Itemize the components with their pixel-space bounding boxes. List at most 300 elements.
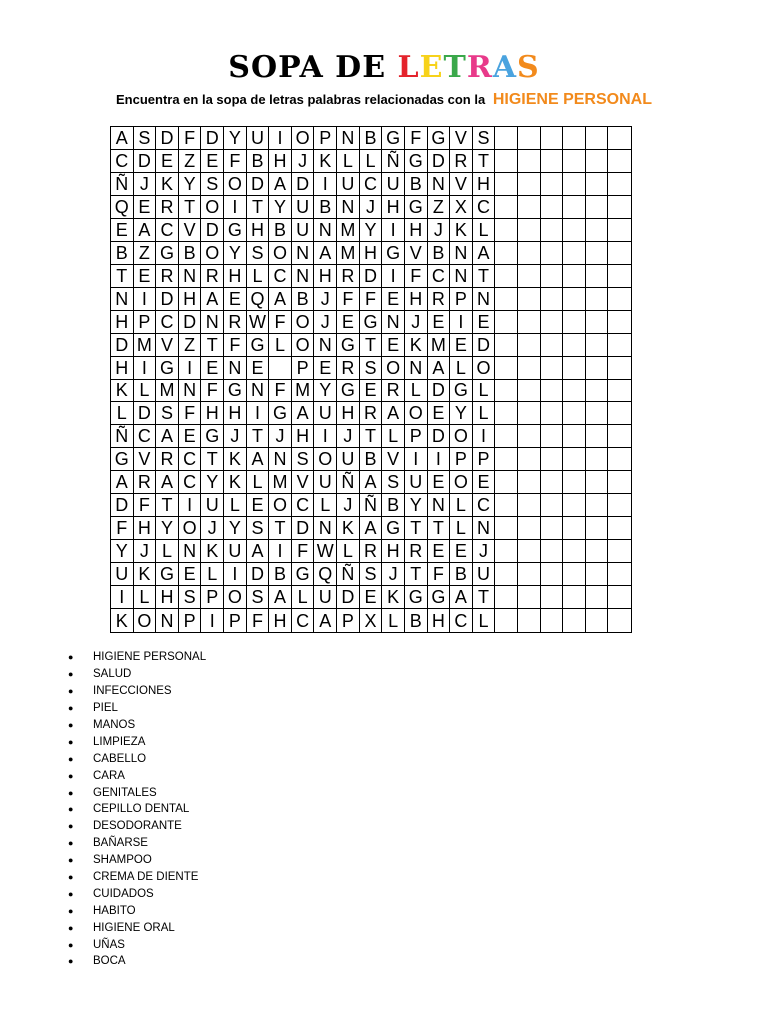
grid-cell: E bbox=[450, 540, 473, 563]
grid-cell: U bbox=[292, 196, 315, 219]
grid-cell: N bbox=[337, 196, 360, 219]
grid-cell: A bbox=[156, 425, 179, 448]
grid-cell: D bbox=[247, 563, 270, 586]
grid-cell: C bbox=[450, 609, 473, 632]
grid-cell bbox=[608, 242, 631, 265]
grid-cell: P bbox=[473, 448, 496, 471]
grid-cell: L bbox=[337, 540, 360, 563]
grid-cell: C bbox=[269, 265, 292, 288]
grid-cell bbox=[586, 609, 609, 632]
grid-cell: D bbox=[292, 517, 315, 540]
grid-cell: Y bbox=[405, 494, 428, 517]
grid-cell bbox=[541, 380, 564, 403]
grid-cell: I bbox=[179, 494, 202, 517]
grid-cell bbox=[495, 357, 518, 380]
grid-cell: D bbox=[428, 150, 451, 173]
grid-cell: C bbox=[179, 448, 202, 471]
grid-cell: Ñ bbox=[360, 494, 383, 517]
grid-cell: L bbox=[134, 380, 157, 403]
grid-cell: V bbox=[156, 334, 179, 357]
grid-cell bbox=[608, 150, 631, 173]
grid-cell bbox=[608, 380, 631, 403]
grid-cell bbox=[541, 563, 564, 586]
grid-cell bbox=[608, 494, 631, 517]
grid-cell: A bbox=[201, 288, 224, 311]
grid-cell bbox=[518, 150, 541, 173]
grid-cell: J bbox=[292, 150, 315, 173]
grid-cell: S bbox=[156, 402, 179, 425]
grid-cell: V bbox=[450, 127, 473, 150]
grid-cell: R bbox=[224, 311, 247, 334]
grid-cell bbox=[586, 517, 609, 540]
grid-cell bbox=[495, 311, 518, 334]
grid-cell: H bbox=[360, 242, 383, 265]
grid-cell: U bbox=[314, 586, 337, 609]
grid-cell: I bbox=[314, 173, 337, 196]
grid-cell: S bbox=[473, 127, 496, 150]
grid-cell bbox=[495, 540, 518, 563]
bullet-icon: ● bbox=[68, 703, 74, 714]
grid-cell: D bbox=[247, 173, 270, 196]
grid-cell: E bbox=[360, 380, 383, 403]
grid-cell: H bbox=[134, 517, 157, 540]
grid-cell: D bbox=[111, 334, 134, 357]
grid-cell: U bbox=[247, 127, 270, 150]
grid-cell: P bbox=[179, 609, 202, 632]
grid-cell: U bbox=[111, 563, 134, 586]
grid-cell bbox=[586, 380, 609, 403]
grid-cell: A bbox=[292, 402, 315, 425]
grid-cell: K bbox=[201, 540, 224, 563]
grid-cell: Y bbox=[224, 127, 247, 150]
grid-cell: T bbox=[360, 334, 383, 357]
grid-cell bbox=[608, 586, 631, 609]
grid-cell: E bbox=[156, 150, 179, 173]
grid-cell: R bbox=[428, 288, 451, 311]
list-item-label: LIMPIEZA bbox=[93, 735, 146, 748]
bullet-icon: ● bbox=[68, 922, 74, 933]
grid-cell: T bbox=[269, 517, 292, 540]
grid-cell bbox=[495, 219, 518, 242]
grid-cell: M bbox=[134, 334, 157, 357]
grid-cell: C bbox=[428, 265, 451, 288]
grid-cell bbox=[608, 288, 631, 311]
grid-cell: S bbox=[134, 127, 157, 150]
grid-cell: L bbox=[111, 402, 134, 425]
grid-cell bbox=[563, 150, 586, 173]
grid-cell: U bbox=[292, 219, 315, 242]
grid-cell: O bbox=[382, 357, 405, 380]
grid-cell: O bbox=[269, 242, 292, 265]
grid-cell: E bbox=[428, 402, 451, 425]
grid-cell bbox=[495, 196, 518, 219]
grid-cell bbox=[563, 219, 586, 242]
grid-cell bbox=[608, 517, 631, 540]
grid-cell: F bbox=[428, 563, 451, 586]
grid-cell bbox=[586, 540, 609, 563]
grid-cell bbox=[586, 288, 609, 311]
grid-cell: G bbox=[360, 311, 383, 334]
grid-cell: I bbox=[179, 357, 202, 380]
grid-cell: L bbox=[134, 586, 157, 609]
grid-cell: Y bbox=[156, 517, 179, 540]
grid-cell: E bbox=[360, 586, 383, 609]
grid-cell: F bbox=[224, 150, 247, 173]
grid-cell: U bbox=[314, 402, 337, 425]
grid-cell: D bbox=[111, 494, 134, 517]
grid-cell: I bbox=[201, 609, 224, 632]
grid-cell: E bbox=[224, 288, 247, 311]
grid-cell: H bbox=[247, 219, 270, 242]
list-item-label: CABELLO bbox=[93, 752, 147, 765]
grid-cell: R bbox=[450, 150, 473, 173]
grid-cell bbox=[608, 357, 631, 380]
grid-cell: T bbox=[405, 517, 428, 540]
list-item-label: CREMA DE DIENTE bbox=[93, 871, 199, 884]
grid-cell: J bbox=[134, 173, 157, 196]
grid-cell: E bbox=[111, 219, 134, 242]
grid-cell: S bbox=[247, 242, 270, 265]
grid-cell: A bbox=[156, 471, 179, 494]
grid-cell: E bbox=[314, 357, 337, 380]
grid-cell: N bbox=[314, 517, 337, 540]
grid-cell: L bbox=[269, 334, 292, 357]
page-title bbox=[0, 50, 768, 85]
grid-cell bbox=[563, 448, 586, 471]
grid-cell bbox=[495, 494, 518, 517]
grid-cell: E bbox=[428, 311, 451, 334]
grid-cell bbox=[608, 563, 631, 586]
grid-cell bbox=[563, 242, 586, 265]
grid-cell: F bbox=[134, 494, 157, 517]
list-item-label: CUIDADOS bbox=[93, 887, 154, 900]
grid-cell: I bbox=[269, 127, 292, 150]
list-item bbox=[68, 801, 206, 818]
grid-cell: H bbox=[156, 586, 179, 609]
grid-cell: M bbox=[269, 471, 292, 494]
grid-cell: O bbox=[292, 127, 315, 150]
list-item bbox=[68, 902, 206, 919]
grid-cell bbox=[518, 242, 541, 265]
list-item bbox=[68, 700, 206, 717]
bullet-icon: ● bbox=[68, 720, 74, 730]
list-item bbox=[68, 784, 206, 801]
grid-cell: O bbox=[179, 517, 202, 540]
grid-cell bbox=[563, 609, 586, 632]
grid-cell: L bbox=[473, 402, 496, 425]
grid-cell: I bbox=[269, 540, 292, 563]
grid-cell: G bbox=[428, 586, 451, 609]
grid-cell bbox=[518, 471, 541, 494]
grid-cell: O bbox=[450, 425, 473, 448]
grid-cell: T bbox=[179, 196, 202, 219]
list-item-label: HIGIENE ORAL bbox=[93, 921, 175, 934]
grid-cell: H bbox=[292, 425, 315, 448]
grid-cell: E bbox=[179, 425, 202, 448]
grid-cell bbox=[586, 494, 609, 517]
grid-cell: K bbox=[450, 219, 473, 242]
grid-cell: V bbox=[134, 448, 157, 471]
grid-cell: E bbox=[382, 288, 405, 311]
grid-cell: P bbox=[224, 609, 247, 632]
grid-cell bbox=[608, 311, 631, 334]
grid-cell: A bbox=[247, 448, 270, 471]
title-accent bbox=[398, 50, 540, 85]
grid-cell bbox=[586, 311, 609, 334]
title-accent-letter: L bbox=[397, 50, 420, 85]
grid-cell: L bbox=[450, 494, 473, 517]
grid-cell: F bbox=[337, 288, 360, 311]
grid-cell: E bbox=[247, 357, 270, 380]
grid-cell: R bbox=[360, 540, 383, 563]
grid-cell: J bbox=[134, 540, 157, 563]
grid-cell bbox=[586, 563, 609, 586]
grid-cell: A bbox=[269, 173, 292, 196]
title-accent-letter: R bbox=[466, 50, 493, 85]
grid-cell: G bbox=[156, 563, 179, 586]
grid-cell: G bbox=[337, 380, 360, 403]
grid-cell bbox=[563, 357, 586, 380]
grid-cell bbox=[563, 196, 586, 219]
grid-cell: J bbox=[360, 196, 383, 219]
list-item bbox=[68, 885, 206, 902]
grid-cell: W bbox=[247, 311, 270, 334]
grid-cell bbox=[586, 425, 609, 448]
grid-cell: F bbox=[179, 402, 202, 425]
grid-cell: G bbox=[450, 380, 473, 403]
grid-cell: P bbox=[405, 425, 428, 448]
grid-cell bbox=[541, 173, 564, 196]
grid-cell: F bbox=[224, 334, 247, 357]
grid-cell: S bbox=[292, 448, 315, 471]
grid-cell bbox=[586, 127, 609, 150]
grid-cell bbox=[563, 494, 586, 517]
grid-cell: H bbox=[314, 265, 337, 288]
grid-cell: E bbox=[247, 494, 270, 517]
grid-cell: L bbox=[292, 586, 315, 609]
grid-cell: B bbox=[247, 150, 270, 173]
grid-cell: K bbox=[337, 517, 360, 540]
grid-cell: E bbox=[382, 334, 405, 357]
bullet-icon: ● bbox=[68, 888, 74, 899]
grid-cell: E bbox=[428, 540, 451, 563]
grid-cell: I bbox=[134, 288, 157, 311]
grid-cell bbox=[586, 357, 609, 380]
bullet-icon: ● bbox=[68, 855, 74, 866]
word-list bbox=[68, 649, 206, 970]
grid-cell: S bbox=[179, 586, 202, 609]
grid-cell bbox=[518, 586, 541, 609]
grid-cell: A bbox=[314, 609, 337, 632]
grid-cell: J bbox=[428, 219, 451, 242]
list-item-label: SHAMPOO bbox=[93, 854, 152, 867]
grid-cell bbox=[541, 609, 564, 632]
grid-cell bbox=[541, 127, 564, 150]
grid-cell: Ñ bbox=[111, 173, 134, 196]
grid-cell: R bbox=[337, 265, 360, 288]
grid-cell: P bbox=[450, 288, 473, 311]
grid-cell: P bbox=[450, 448, 473, 471]
grid-cell: D bbox=[134, 402, 157, 425]
grid-cell: G bbox=[292, 563, 315, 586]
grid-cell: O bbox=[405, 402, 428, 425]
grid-cell: B bbox=[360, 127, 383, 150]
grid-cell bbox=[518, 334, 541, 357]
grid-cell bbox=[586, 173, 609, 196]
bullet-icon: ● bbox=[68, 753, 74, 764]
grid-cell bbox=[495, 150, 518, 173]
grid-cell: P bbox=[314, 127, 337, 150]
grid-cell: L bbox=[247, 471, 270, 494]
grid-cell bbox=[608, 402, 631, 425]
grid-cell: H bbox=[382, 196, 405, 219]
grid-cell: O bbox=[201, 242, 224, 265]
grid-cell: F bbox=[405, 127, 428, 150]
grid-cell bbox=[518, 563, 541, 586]
grid-cell: T bbox=[360, 425, 383, 448]
grid-cell: K bbox=[314, 150, 337, 173]
grid-cell: B bbox=[382, 494, 405, 517]
grid-cell: T bbox=[473, 586, 496, 609]
grid-cell: Ñ bbox=[111, 425, 134, 448]
grid-cell: S bbox=[201, 173, 224, 196]
grid-cell: I bbox=[224, 563, 247, 586]
grid-cell bbox=[541, 402, 564, 425]
grid-cell: N bbox=[473, 517, 496, 540]
grid-cell: A bbox=[428, 357, 451, 380]
grid-cell: V bbox=[179, 219, 202, 242]
grid-cell: R bbox=[156, 448, 179, 471]
bullet-icon: ● bbox=[68, 770, 74, 781]
grid-cell bbox=[518, 196, 541, 219]
list-item bbox=[68, 818, 206, 835]
grid-cell: G bbox=[269, 402, 292, 425]
list-item bbox=[68, 835, 206, 852]
grid-cell: Y bbox=[111, 540, 134, 563]
grid-cell: E bbox=[201, 150, 224, 173]
grid-cell: Y bbox=[224, 517, 247, 540]
list-item-label: UÑAS bbox=[93, 938, 125, 951]
bullet-icon: ● bbox=[68, 838, 74, 849]
grid-cell: E bbox=[450, 334, 473, 357]
grid-cell: D bbox=[201, 127, 224, 150]
grid-cell: N bbox=[179, 540, 202, 563]
grid-cell bbox=[586, 402, 609, 425]
grid-cell: T bbox=[247, 196, 270, 219]
grid-cell: N bbox=[337, 127, 360, 150]
grid-cell bbox=[563, 288, 586, 311]
grid-cell bbox=[518, 311, 541, 334]
grid-cell bbox=[495, 609, 518, 632]
title-accent-letter: T bbox=[443, 50, 467, 85]
grid-cell: L bbox=[201, 563, 224, 586]
grid-cell: C bbox=[292, 609, 315, 632]
grid-cell: A bbox=[450, 586, 473, 609]
grid-cell: D bbox=[473, 334, 496, 357]
list-item-label: CEPILLO DENTAL bbox=[93, 803, 190, 816]
grid-cell: I bbox=[247, 402, 270, 425]
grid-cell bbox=[563, 540, 586, 563]
grid-cell: H bbox=[269, 150, 292, 173]
grid-cell bbox=[563, 563, 586, 586]
grid-cell: K bbox=[224, 448, 247, 471]
grid-cell: C bbox=[473, 494, 496, 517]
bullet-icon: ● bbox=[68, 872, 74, 883]
list-item bbox=[68, 919, 206, 936]
grid-cell: O bbox=[134, 609, 157, 632]
grid-cell: N bbox=[179, 265, 202, 288]
grid-cell: X bbox=[450, 196, 473, 219]
grid-cell: P bbox=[337, 609, 360, 632]
grid-cell: F bbox=[247, 609, 270, 632]
grid-cell: A bbox=[314, 242, 337, 265]
grid-cell: V bbox=[405, 242, 428, 265]
grid-cell bbox=[586, 196, 609, 219]
grid-cell: A bbox=[360, 471, 383, 494]
grid-cell: C bbox=[111, 150, 134, 173]
grid-cell: I bbox=[428, 448, 451, 471]
grid-cell bbox=[541, 196, 564, 219]
grid-cell: K bbox=[382, 586, 405, 609]
grid-cell: F bbox=[179, 127, 202, 150]
title-main: SOPA DE bbox=[228, 50, 387, 85]
grid-cell: D bbox=[337, 586, 360, 609]
grid-cell: A bbox=[134, 219, 157, 242]
grid-cell bbox=[586, 471, 609, 494]
grid-cell: E bbox=[201, 357, 224, 380]
grid-cell: Y bbox=[179, 173, 202, 196]
grid-cell: L bbox=[337, 150, 360, 173]
grid-cell: Q bbox=[111, 196, 134, 219]
grid-cell: R bbox=[337, 357, 360, 380]
grid-cell bbox=[495, 563, 518, 586]
grid-cell: C bbox=[473, 196, 496, 219]
grid-cell: M bbox=[156, 380, 179, 403]
grid-cell: X bbox=[360, 609, 383, 632]
list-item-label: BOCA bbox=[93, 955, 126, 968]
grid-cell bbox=[518, 425, 541, 448]
grid-cell bbox=[495, 517, 518, 540]
grid-cell bbox=[608, 127, 631, 150]
grid-cell: E bbox=[134, 196, 157, 219]
grid-cell: D bbox=[360, 265, 383, 288]
grid-cell bbox=[563, 334, 586, 357]
grid-cell bbox=[495, 127, 518, 150]
grid-cell: R bbox=[156, 265, 179, 288]
grid-cell: L bbox=[450, 357, 473, 380]
grid-cell bbox=[518, 517, 541, 540]
grid-cell: U bbox=[314, 471, 337, 494]
grid-cell bbox=[518, 494, 541, 517]
bullet-icon: ● bbox=[68, 652, 74, 663]
grid-cell: E bbox=[134, 265, 157, 288]
grid-cell: W bbox=[314, 540, 337, 563]
grid-cell bbox=[586, 448, 609, 471]
grid-cell bbox=[269, 357, 292, 380]
grid-cell: B bbox=[314, 196, 337, 219]
grid-cell: T bbox=[111, 265, 134, 288]
grid-cell: S bbox=[247, 517, 270, 540]
grid-cell: J bbox=[269, 425, 292, 448]
grid-cell bbox=[518, 380, 541, 403]
grid-cell: F bbox=[292, 540, 315, 563]
grid-cell: R bbox=[134, 471, 157, 494]
grid-cell bbox=[518, 540, 541, 563]
list-item bbox=[68, 683, 206, 700]
grid-cell: O bbox=[269, 494, 292, 517]
grid-cell: N bbox=[247, 380, 270, 403]
grid-cell: N bbox=[111, 288, 134, 311]
